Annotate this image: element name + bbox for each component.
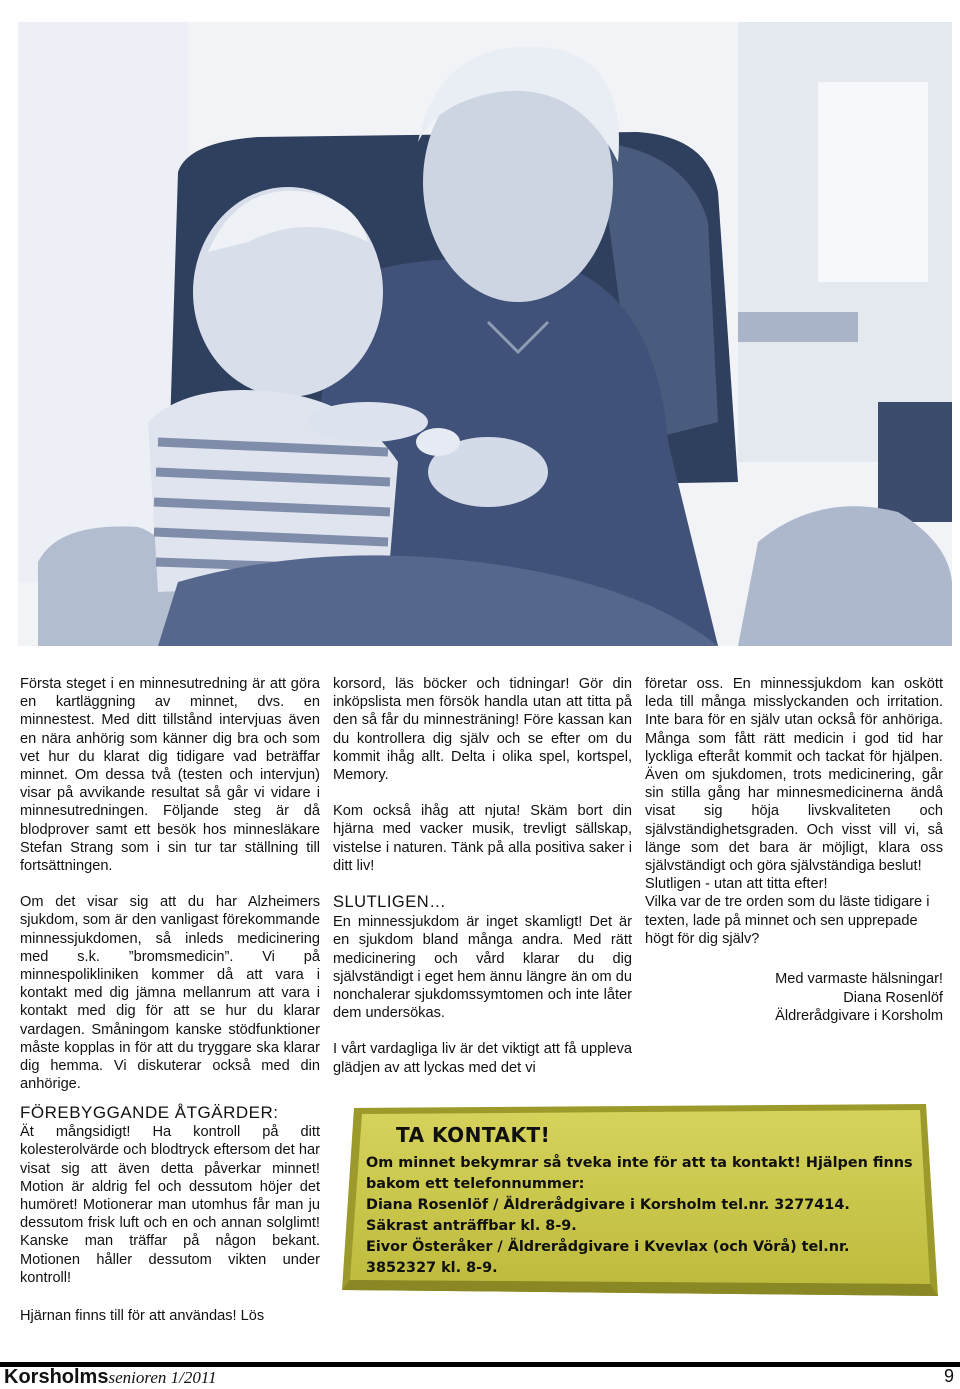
- paragraph: Kom också ihåg att njuta! Skäm bort din hjärna med vacker musik, trevligt sällskap, vistelse i naturen. Tänk på alla positiva saker i ditt liv!: [333, 803, 632, 874]
- contact-title: TA KONTAKT!: [396, 1123, 551, 1147]
- signature: [645, 970, 943, 1026]
- section-heading: SLUTLIGEN…: [333, 893, 447, 912]
- final-line: Hjärnan finns till för att användas! Lös: [20, 1308, 265, 1324]
- contact-person-1: Diana Rosenlöf / Äldrerådgivare i Korsholm tel.nr. 3277414. Säkrast anträffbar kl. 8-9.: [366, 1197, 850, 1234]
- page-number: 9: [943, 1366, 954, 1386]
- paragraph: företar oss. En minnessjukdom kan oskött leda till många misslyckanden och irritation. Inte bara för en själv utan också för anhöriga. Många som fått rätt medicin i god tid har lyckliga efteråt kommit och tackat för hjälpen. Även om sjukdomen, trots medicinering, går sin stilla gång har minnesmedicinerna ändå visat sig höja livskvaliteten och självständighetsgraden. Och visst vill vi, så länge som det bara är möjligt, klara oss självständigt och göra självständiga beslut!: [645, 676, 943, 875]
- paragraph: korsord, läs böcker och tidningar! Gör din inköpslista men försök handla utan att titta på den så får du minnesträning! Före kassan kan du kontrollera dig själv och se efter om du kommit ihåg allt. Delta i olika spel, kortspel, Memory.: [333, 676, 632, 784]
- paragraph: Ät mångsidigt! Ha kontroll på ditt kolesterolvärde och blodtryck eftersom det har visat sig att även detta påverkar minnet! Motion är aldrig fel och dessutom höjer det humöret! Motionerar man utomhus får man ju dessutom frisk luft och en och annan solglimt! Kanske man träffar på någon bekant. Motionen håller dessutom vikten under kontroll!: [20, 1124, 320, 1286]
- paragraph: En minnessjukdom är inget skamligt! Det är en sjukdom bland många andra. Med rätt medicinering och vård klarar du dig självständigt i eget hem ännu längre än om du nonchalerar sjukdomssymtomen och inte låter dem undersökas.: [333, 914, 632, 1022]
- publication-title: [4, 1366, 217, 1389]
- publication-issue: senioren 1/2011: [108, 1368, 217, 1387]
- photo-grandmother-and-baby: [18, 22, 952, 646]
- paragraph: Vilka var de tre orden som du läste tidigare i texten, lade på minnet och sen upprepade högt för dig själv?: [645, 894, 930, 947]
- contact-person-2: Eivor Österåker / Äldrerådgivare i Kvevlax (och Vörå) tel.nr. 3852327 kl. 8-9.: [366, 1239, 850, 1276]
- article-column-1: [20, 675, 320, 1111]
- article-column-2: [333, 675, 632, 1077]
- contact-box-content: [366, 1123, 916, 1279]
- paragraph: Första steget i en minnesutredning är att göra en kartläggning av minnet, dvs. en minnestest. Med ditt tillstånd intervjuas även en nära anhörig som känner dig bra och som vet hur du klarat dig tidigare vad beträffar minnet. Om dessa två (testen och intervjun) visar på avvikande resultat så går vi vidare i minnesutredningen. Följande steg är då blodprover samt ett besök hos minnesläkare Stefan Strang som i sin tur tar ställning till fortsättningen.: [20, 676, 320, 875]
- paragraph: Slutligen - utan att titta efter!: [645, 876, 828, 893]
- signature-name: Diana Rosenlöf: [843, 989, 943, 1006]
- section-heading: FÖREBYGGANDE ÅTGÄRDER:: [20, 1103, 279, 1122]
- cover-photo: [18, 22, 952, 646]
- prevention-section: [20, 1104, 320, 1287]
- article-column-3: [645, 675, 943, 1026]
- signature-greeting: Med varmaste hälsningar!: [775, 971, 943, 988]
- paragraph: Om det visar sig att du har Alzheimers sjukdom, som är den vanligast förekommande minnessjukdomen, så inleds medicinering med s.k. ”bromsmedicin”. Vi på minnespolikliniken kommer då att vara i kontakt med dig jämna mellanrum att vara i kontakt med dig för att se hur du klarar vardagen. Småningom kanske stödfunktioner måste kopplas in för att du tryggare ska klarar dig hemma. Vi diskuterar också med din anhörige.: [20, 894, 320, 1093]
- paragraph: I vårt vardagliga liv är det viktigt att få uppleva glädjen av att lyckas med det vi: [333, 1041, 632, 1076]
- contact-intro: Om minnet bekymrar så tveka inte för att ta kontakt! Hjälpen finns bakom ett telefonnummer:: [366, 1155, 913, 1192]
- publication-brand: Korsholms: [4, 1366, 109, 1388]
- signature-role: Äldrerådgivare i Korsholm: [775, 1008, 943, 1025]
